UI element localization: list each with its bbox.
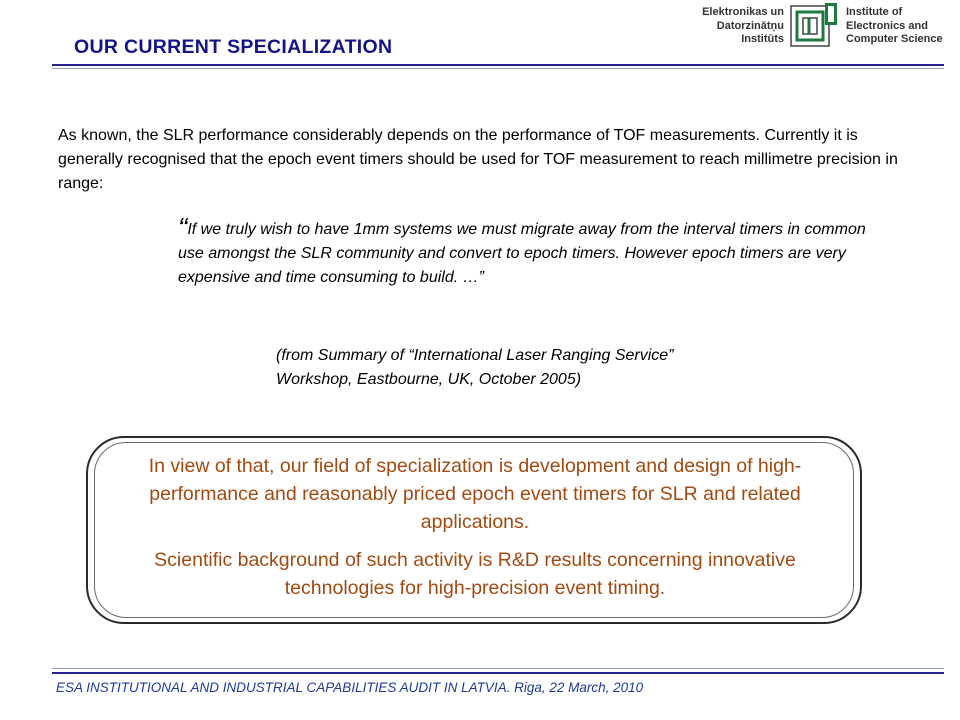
institute-name-english — [846, 6, 958, 47]
quotation — [178, 212, 868, 290]
header-divider — [52, 64, 944, 66]
highlight-paragraph: In view of that, our field of specialization is development and design of high-performance and reasonably priced epoch event timers for SLR and related applications. — [148, 455, 802, 533]
page-title: OUR CURRENT SPECIALIZATION — [74, 36, 393, 58]
logo-en-line: Institute of — [846, 6, 903, 18]
footer-divider-thin — [52, 668, 944, 669]
logo-lv-line: Datorzinātņu — [716, 19, 784, 32]
logo-lv-line: Elektronikas un — [702, 6, 784, 18]
intro-paragraph: As known, the SLR performance considerably depends on the performance of TOF measurements. Currently it is generally recognised that the epoch event timers should be used for TOF measurement to reach millimetre precision in range: — [58, 127, 898, 192]
highlight-box — [100, 452, 850, 602]
footer-divider — [52, 672, 944, 674]
header-divider-thin — [52, 68, 944, 69]
footer-text: ESA INSTITUTIONAL AND INDUSTRIAL CAPABILITIES AUDIT IN LATVIA. Riga, 22 March, 2010 — [56, 680, 644, 695]
quote-text: If we truly wish to have 1mm systems we must migrate away from the interval timers in common use amongst the SLR community and convert to epoch timers. However epoch timers are very expensive and time consuming to build. …” — [178, 221, 866, 286]
highlight-paragraph: Scientific background of such activity is R&D results concerning innovative technologies for high-precision event timing. — [154, 549, 796, 599]
source-line: (from Summary of “International Laser Ranging Service” — [276, 347, 674, 364]
open-quote-mark: “ — [178, 212, 188, 243]
quote-source — [276, 344, 876, 392]
institute-logo-icon — [789, 2, 841, 48]
logo-en-line: Electronics and — [846, 19, 928, 32]
logo-en-line: Computer Science — [846, 33, 943, 45]
institute-name-latvian — [644, 6, 784, 47]
source-line: Workshop, Eastbourne, UK, October 2005) — [276, 371, 582, 388]
logo-lv-line: Institūts — [741, 33, 784, 45]
